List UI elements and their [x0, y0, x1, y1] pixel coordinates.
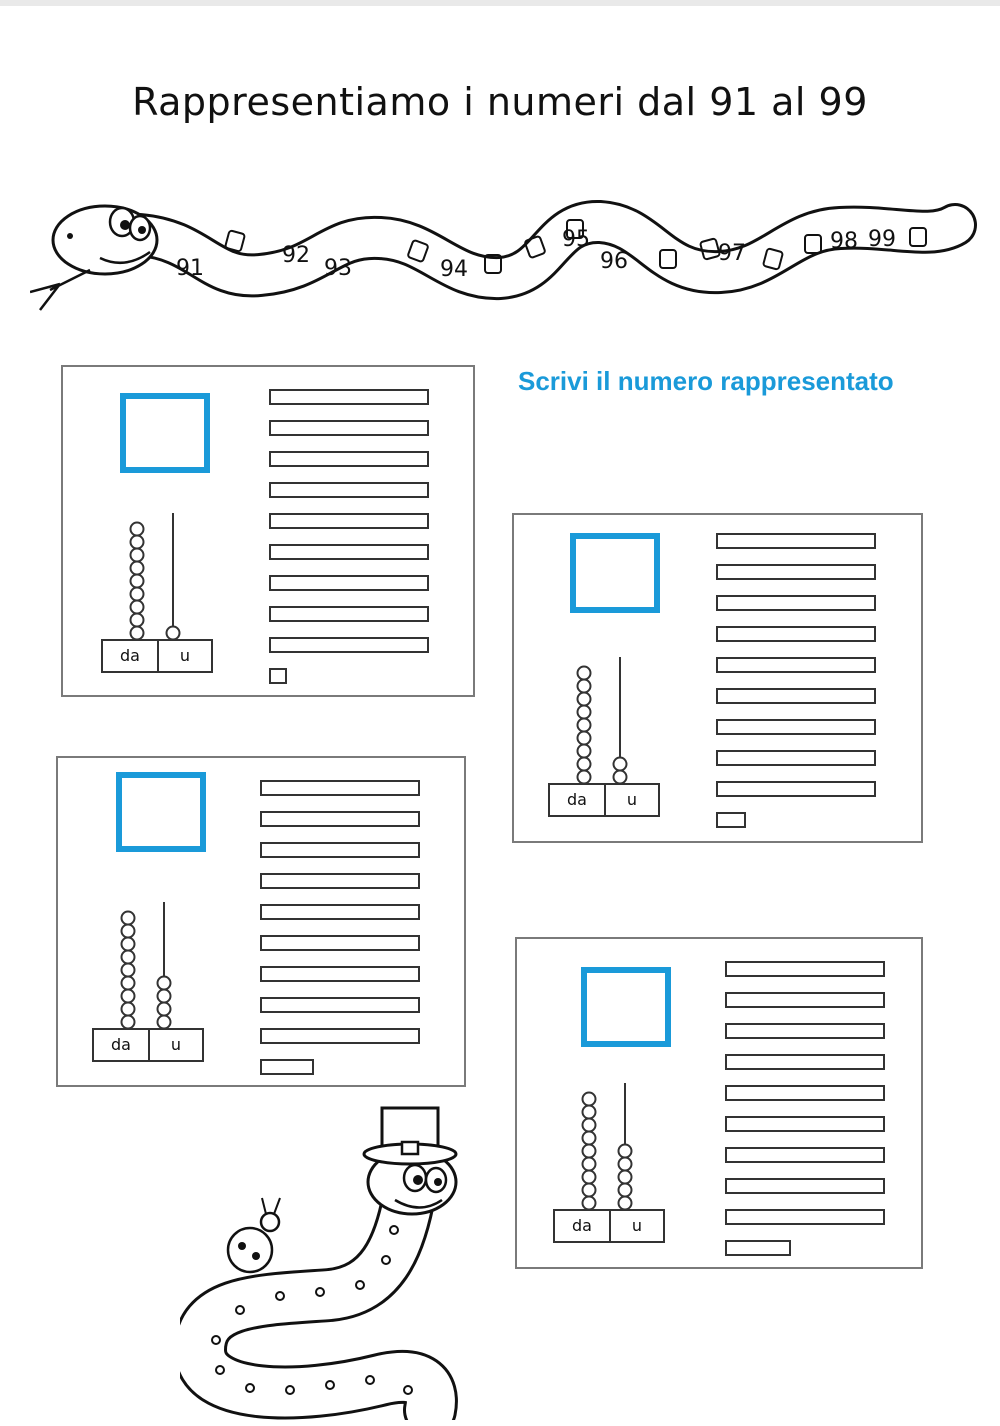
exercise-card-2 — [512, 513, 923, 843]
abacus-rods — [101, 513, 215, 643]
tens-bead — [583, 1119, 596, 1132]
answer-box[interactable] — [116, 772, 206, 852]
units-place-label: u — [148, 1028, 204, 1062]
answer-box[interactable] — [581, 967, 671, 1047]
unit-bead — [158, 1003, 171, 1016]
tens-place-label: da — [101, 639, 159, 673]
ten-bar — [716, 564, 876, 580]
ten-bar — [725, 1116, 885, 1132]
ten-bar — [260, 997, 420, 1013]
tens-place-label: da — [92, 1028, 150, 1062]
instruction-text: Scrivi il numero rappresentato — [518, 366, 894, 396]
tens-bead — [583, 1106, 596, 1119]
unit-bead — [619, 1158, 632, 1171]
ten-bar — [269, 606, 429, 622]
snake-number: 99 — [868, 227, 896, 252]
ten-bar — [269, 389, 429, 405]
unit-bead — [619, 1171, 632, 1184]
tens-bead — [122, 1003, 135, 1016]
ten-bar — [269, 544, 429, 560]
tens-bead — [122, 990, 135, 1003]
tens-bead — [583, 1132, 596, 1145]
ten-bar — [725, 1147, 885, 1163]
abacus — [101, 513, 215, 673]
ten-bar — [716, 781, 876, 797]
ten-bar — [260, 966, 420, 982]
top-bar — [0, 0, 1000, 6]
unit-bead — [158, 990, 171, 1003]
ten-bar — [725, 1085, 885, 1101]
unit-squares-strip — [260, 1059, 314, 1075]
ten-bar — [269, 420, 429, 436]
abacus-rods — [92, 902, 206, 1032]
tens-bead — [578, 745, 591, 758]
tens-bead — [583, 1184, 596, 1197]
tens-bead — [131, 536, 144, 549]
abacus — [92, 902, 206, 1062]
ten-bar — [725, 1178, 885, 1194]
tens-bead — [122, 925, 135, 938]
ten-bar — [725, 961, 885, 977]
tens-bead — [131, 588, 144, 601]
units-place-label: u — [157, 639, 213, 673]
ten-bar — [269, 451, 429, 467]
unit-bead — [614, 758, 627, 771]
ten-bar — [716, 595, 876, 611]
units-place-label: u — [604, 783, 660, 817]
tens-bead — [122, 964, 135, 977]
ten-bar — [260, 811, 420, 827]
ten-bar — [716, 688, 876, 704]
tens-bead — [578, 706, 591, 719]
tens-bead — [578, 693, 591, 706]
tens-bead — [131, 601, 144, 614]
ten-bar — [725, 1023, 885, 1039]
tens-bead — [122, 977, 135, 990]
units-place-label: u — [609, 1209, 665, 1243]
ten-bar — [716, 533, 876, 549]
tens-bead — [131, 523, 144, 536]
tens-place-label: da — [553, 1209, 611, 1243]
tens-bead — [131, 614, 144, 627]
ten-bar — [260, 873, 420, 889]
ten-bar — [716, 657, 876, 673]
tens-bead — [583, 1158, 596, 1171]
answer-box[interactable] — [120, 393, 210, 473]
tens-bead — [578, 680, 591, 693]
unit-squares-strip — [269, 668, 287, 684]
unit-bead — [619, 1197, 632, 1210]
abacus-rods — [548, 657, 662, 787]
snake-number: 93 — [324, 256, 352, 281]
ten-bar — [260, 780, 420, 796]
tens-bead — [131, 549, 144, 562]
snake-number: 91 — [176, 256, 204, 281]
unit-bead — [158, 977, 171, 990]
page-title: Rappresentiamo i numeri dal 91 al 99 — [132, 80, 868, 124]
ten-bar — [725, 1054, 885, 1070]
ten-bar — [269, 575, 429, 591]
snake-number: 96 — [600, 249, 628, 274]
tens-bead — [578, 758, 591, 771]
ten-bar — [269, 482, 429, 498]
tens-bead — [122, 951, 135, 964]
abacus — [553, 1083, 667, 1243]
exercise-card-1 — [61, 365, 475, 697]
tens-bead — [131, 575, 144, 588]
ten-bar — [260, 904, 420, 920]
tens-bead — [583, 1171, 596, 1184]
unit-squares-strip — [725, 1240, 791, 1256]
unit-bead — [614, 771, 627, 784]
ten-bar — [716, 719, 876, 735]
tens-bead — [131, 627, 144, 640]
tens-bead — [578, 667, 591, 680]
answer-box[interactable] — [570, 533, 660, 613]
tens-bead — [122, 1016, 135, 1029]
ten-bar — [269, 637, 429, 653]
abacus — [548, 657, 662, 817]
unit-bead — [619, 1184, 632, 1197]
ten-bar — [269, 513, 429, 529]
snake-number: 97 — [718, 241, 746, 266]
abacus-rods — [553, 1083, 667, 1213]
unit-squares-strip — [716, 812, 746, 828]
ten-bar — [725, 992, 885, 1008]
number-snake — [30, 180, 980, 330]
exercise-card-4 — [515, 937, 923, 1269]
ten-bar — [260, 1028, 420, 1044]
ten-bar — [716, 626, 876, 642]
unit-bead — [167, 627, 180, 640]
tens-bead — [583, 1093, 596, 1106]
exercise-card-3 — [56, 756, 466, 1087]
tens-bead — [583, 1197, 596, 1210]
ten-bar — [260, 842, 420, 858]
snake-illustration — [30, 180, 980, 330]
unit-bead — [619, 1145, 632, 1158]
tens-bead — [578, 771, 591, 784]
tens-bead — [122, 912, 135, 925]
mascot-snake-illustration — [180, 1100, 480, 1420]
tens-bead — [578, 732, 591, 745]
tens-bead — [122, 938, 135, 951]
snake-number: 95 — [562, 227, 590, 252]
unit-bead — [158, 1016, 171, 1029]
ten-bar — [260, 935, 420, 951]
snake-number: 98 — [830, 229, 858, 254]
snake-number: 94 — [440, 257, 468, 282]
ten-bar — [725, 1209, 885, 1225]
snake-number: 92 — [282, 243, 310, 268]
tens-place-label: da — [548, 783, 606, 817]
tens-bead — [578, 719, 591, 732]
tens-bead — [583, 1145, 596, 1158]
ten-bar — [716, 750, 876, 766]
snake-with-hat-drawing — [180, 1100, 480, 1420]
tens-bead — [131, 562, 144, 575]
